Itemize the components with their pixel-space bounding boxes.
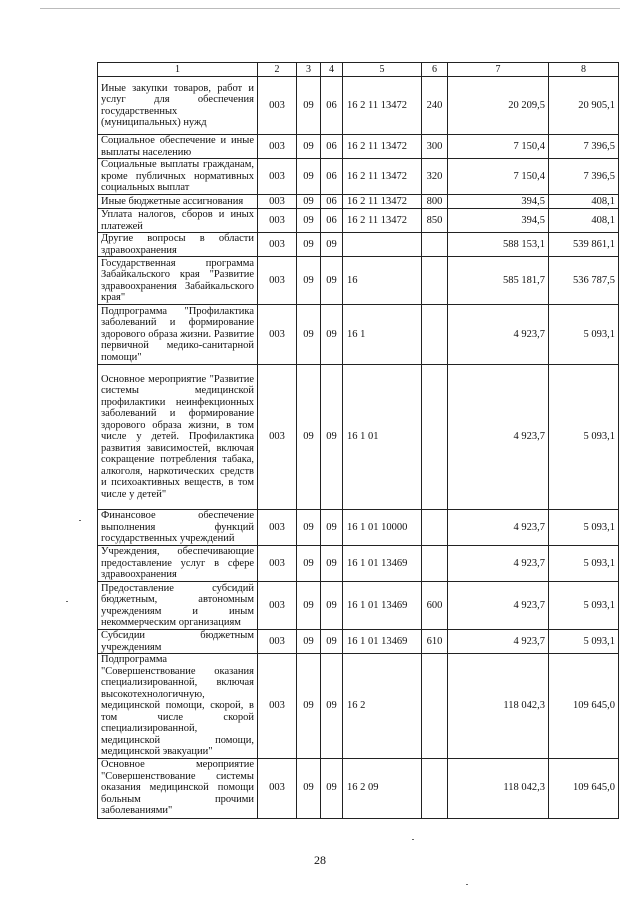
cell-subsection: 09 xyxy=(321,654,343,759)
cell-expense-type xyxy=(422,305,448,365)
cell-amount-year-2: 5 093,1 xyxy=(549,546,619,582)
cell-admin-code: 003 xyxy=(258,135,297,159)
header-cell: 5 xyxy=(343,63,422,77)
cell-section: 09 xyxy=(297,77,321,135)
cell-amount-year-1: 4 923,7 xyxy=(448,546,549,582)
cell-name: Иные закупки товаров, работ и услуг для обеспечения государственных (муниципальных) нужд xyxy=(98,77,258,135)
cell-target-article: 16 1 01 10000 xyxy=(343,510,422,546)
cell-admin-code: 003 xyxy=(258,257,297,305)
cell-expense-type: 850 xyxy=(422,209,448,233)
cell-expense-type: 300 xyxy=(422,135,448,159)
cell-target-article: 16 1 01 13469 xyxy=(343,582,422,630)
cell-section: 09 xyxy=(297,233,321,257)
cell-target-article: 16 2 11 13472 xyxy=(343,77,422,135)
cell-admin-code: 003 xyxy=(258,159,297,195)
cell-section: 09 xyxy=(297,758,321,818)
cell-amount-year-2: 408,1 xyxy=(549,209,619,233)
cell-admin-code: 003 xyxy=(258,305,297,365)
cell-section: 09 xyxy=(297,195,321,209)
table-row xyxy=(98,195,619,209)
scan-top-rule xyxy=(40,8,620,9)
cell-section: 09 xyxy=(297,654,321,759)
table-row xyxy=(98,582,619,630)
table-row xyxy=(98,257,619,305)
cell-amount-year-2: 536 787,5 xyxy=(549,257,619,305)
cell-target-article: 16 2 11 13472 xyxy=(343,195,422,209)
page-number: 28 xyxy=(314,853,326,867)
cell-subsection: 09 xyxy=(321,365,343,510)
cell-amount-year-1: 20 209,5 xyxy=(448,77,549,135)
cell-name: Основное мероприятие "Развитие системы медицинской профилактики неинфекционных заболеваний и формирование здорового образа жизни, в том числе у детей. Профилактика развития зависимостей, включая сокращение потребления табака, алкоголя, наркотических средств и психоактивных веществ, в том числе у детей" xyxy=(98,365,258,510)
cell-amount-year-1: 4 923,7 xyxy=(448,510,549,546)
table-row xyxy=(98,135,619,159)
table-row xyxy=(98,365,619,510)
cell-subsection: 06 xyxy=(321,209,343,233)
cell-subsection: 06 xyxy=(321,77,343,135)
cell-name: Социальные выплаты гражданам, кроме публичных нормативных социальных выплат xyxy=(98,159,258,195)
cell-amount-year-1: 7 150,4 xyxy=(448,159,549,195)
table-row xyxy=(98,305,619,365)
cell-name: Другие вопросы в области здравоохранения xyxy=(98,233,258,257)
cell-subsection: 09 xyxy=(321,630,343,654)
cell-name: Подпрограмма "Профилактика заболеваний и формирование здорового образа жизни. Развитие первичной медико-санитарной помощи" xyxy=(98,305,258,365)
scan-speck xyxy=(79,520,81,521)
cell-amount-year-1: 394,5 xyxy=(448,209,549,233)
cell-expense-type: 610 xyxy=(422,630,448,654)
table-row xyxy=(98,758,619,818)
cell-amount-year-1: 4 923,7 xyxy=(448,365,549,510)
cell-subsection: 06 xyxy=(321,159,343,195)
cell-subsection: 09 xyxy=(321,257,343,305)
cell-expense-type xyxy=(422,654,448,759)
cell-name: Субсидии бюджетным учреждениям xyxy=(98,630,258,654)
cell-name: Финансовое обеспечение выполнения функций государственных учреждений xyxy=(98,510,258,546)
cell-target-article: 16 xyxy=(343,257,422,305)
cell-target-article: 16 2 11 13472 xyxy=(343,159,422,195)
cell-section: 09 xyxy=(297,159,321,195)
cell-amount-year-2: 5 093,1 xyxy=(549,365,619,510)
cell-name: Социальное обеспечение и иные выплаты населению xyxy=(98,135,258,159)
cell-section: 09 xyxy=(297,582,321,630)
cell-target-article: 16 1 01 xyxy=(343,365,422,510)
header-cell: 8 xyxy=(549,63,619,77)
cell-section: 09 xyxy=(297,510,321,546)
cell-admin-code: 003 xyxy=(258,654,297,759)
cell-amount-year-2: 5 093,1 xyxy=(549,510,619,546)
cell-section: 09 xyxy=(297,305,321,365)
cell-target-article: 16 1 xyxy=(343,305,422,365)
scan-speck xyxy=(412,839,414,840)
cell-amount-year-1: 394,5 xyxy=(448,195,549,209)
cell-expense-type xyxy=(422,758,448,818)
cell-amount-year-1: 585 181,7 xyxy=(448,257,549,305)
header-cell: 3 xyxy=(297,63,321,77)
cell-section: 09 xyxy=(297,630,321,654)
cell-amount-year-2: 539 861,1 xyxy=(549,233,619,257)
table-row xyxy=(98,654,619,759)
table-row xyxy=(98,630,619,654)
cell-expense-type xyxy=(422,510,448,546)
cell-amount-year-1: 4 923,7 xyxy=(448,305,549,365)
cell-name: Основное мероприятие "Совершенствование системы оказания медицинской помощи больным прочими заболеваниями" xyxy=(98,758,258,818)
cell-subsection: 06 xyxy=(321,195,343,209)
header-cell: 4 xyxy=(321,63,343,77)
scan-speck xyxy=(66,601,68,602)
cell-admin-code: 003 xyxy=(258,209,297,233)
cell-target-article: 16 1 01 13469 xyxy=(343,546,422,582)
cell-amount-year-2: 7 396,5 xyxy=(549,135,619,159)
cell-subsection: 09 xyxy=(321,233,343,257)
cell-expense-type xyxy=(422,257,448,305)
cell-section: 09 xyxy=(297,546,321,582)
cell-name: Уплата налогов, сборов и иных платежей xyxy=(98,209,258,233)
header-cell: 6 xyxy=(422,63,448,77)
cell-subsection: 09 xyxy=(321,546,343,582)
cell-subsection: 09 xyxy=(321,582,343,630)
table-header-row xyxy=(98,63,619,77)
cell-expense-type: 600 xyxy=(422,582,448,630)
cell-admin-code: 003 xyxy=(258,758,297,818)
cell-admin-code: 003 xyxy=(258,195,297,209)
cell-name: Предоставление субсидий бюджетным, автономным учреждениям и иным некоммерческим организациям xyxy=(98,582,258,630)
cell-subsection: 09 xyxy=(321,510,343,546)
cell-section: 09 xyxy=(297,135,321,159)
cell-amount-year-1: 4 923,7 xyxy=(448,630,549,654)
scan-speck xyxy=(466,884,468,885)
table-row xyxy=(98,77,619,135)
cell-admin-code: 003 xyxy=(258,365,297,510)
table-row xyxy=(98,546,619,582)
cell-amount-year-2: 5 093,1 xyxy=(549,582,619,630)
header-cell: 1 xyxy=(98,63,258,77)
cell-name: Иные бюджетные ассигнования xyxy=(98,195,258,209)
cell-amount-year-2: 5 093,1 xyxy=(549,305,619,365)
cell-section: 09 xyxy=(297,209,321,233)
cell-admin-code: 003 xyxy=(258,77,297,135)
cell-amount-year-2: 109 645,0 xyxy=(549,758,619,818)
table-body xyxy=(98,63,619,819)
table-row xyxy=(98,159,619,195)
header-cell: 7 xyxy=(448,63,549,77)
cell-amount-year-1: 4 923,7 xyxy=(448,582,549,630)
cell-subsection: 09 xyxy=(321,305,343,365)
cell-amount-year-1: 7 150,4 xyxy=(448,135,549,159)
cell-expense-type: 240 xyxy=(422,77,448,135)
cell-target-article xyxy=(343,233,422,257)
cell-amount-year-1: 118 042,3 xyxy=(448,758,549,818)
cell-amount-year-1: 118 042,3 xyxy=(448,654,549,759)
header-cell: 2 xyxy=(258,63,297,77)
cell-section: 09 xyxy=(297,365,321,510)
cell-amount-year-2: 7 396,5 xyxy=(549,159,619,195)
table-row xyxy=(98,510,619,546)
cell-expense-type: 320 xyxy=(422,159,448,195)
cell-name: Государственная программа Забайкальского края "Развитие здравоохранения Забайкальского края" xyxy=(98,257,258,305)
cell-target-article: 16 2 xyxy=(343,654,422,759)
cell-amount-year-1: 588 153,1 xyxy=(448,233,549,257)
cell-admin-code: 003 xyxy=(258,546,297,582)
cell-target-article: 16 2 11 13472 xyxy=(343,135,422,159)
cell-amount-year-2: 20 905,1 xyxy=(549,77,619,135)
cell-amount-year-2: 109 645,0 xyxy=(549,654,619,759)
cell-amount-year-2: 5 093,1 xyxy=(549,630,619,654)
cell-expense-type xyxy=(422,546,448,582)
cell-admin-code: 003 xyxy=(258,582,297,630)
cell-target-article: 16 1 01 13469 xyxy=(343,630,422,654)
cell-amount-year-2: 408,1 xyxy=(549,195,619,209)
table-row xyxy=(98,209,619,233)
cell-subsection: 09 xyxy=(321,758,343,818)
cell-expense-type: 800 xyxy=(422,195,448,209)
cell-admin-code: 003 xyxy=(258,510,297,546)
cell-target-article: 16 2 09 xyxy=(343,758,422,818)
cell-admin-code: 003 xyxy=(258,233,297,257)
cell-expense-type xyxy=(422,233,448,257)
budget-table xyxy=(97,62,619,819)
cell-name: Подпрограмма "Совершенствование оказания специализированной, включая высокотехнологичную, медицинской помощи, скорой, в том числе скорой специализированной, медицинской помощи, медицинской эвакуации" xyxy=(98,654,258,759)
cell-expense-type xyxy=(422,365,448,510)
table-row xyxy=(98,233,619,257)
cell-section: 09 xyxy=(297,257,321,305)
cell-subsection: 06 xyxy=(321,135,343,159)
cell-target-article: 16 2 11 13472 xyxy=(343,209,422,233)
cell-admin-code: 003 xyxy=(258,630,297,654)
cell-name: Учреждения, обеспечивающие предоставление услуг в сфере здравоохранения xyxy=(98,546,258,582)
